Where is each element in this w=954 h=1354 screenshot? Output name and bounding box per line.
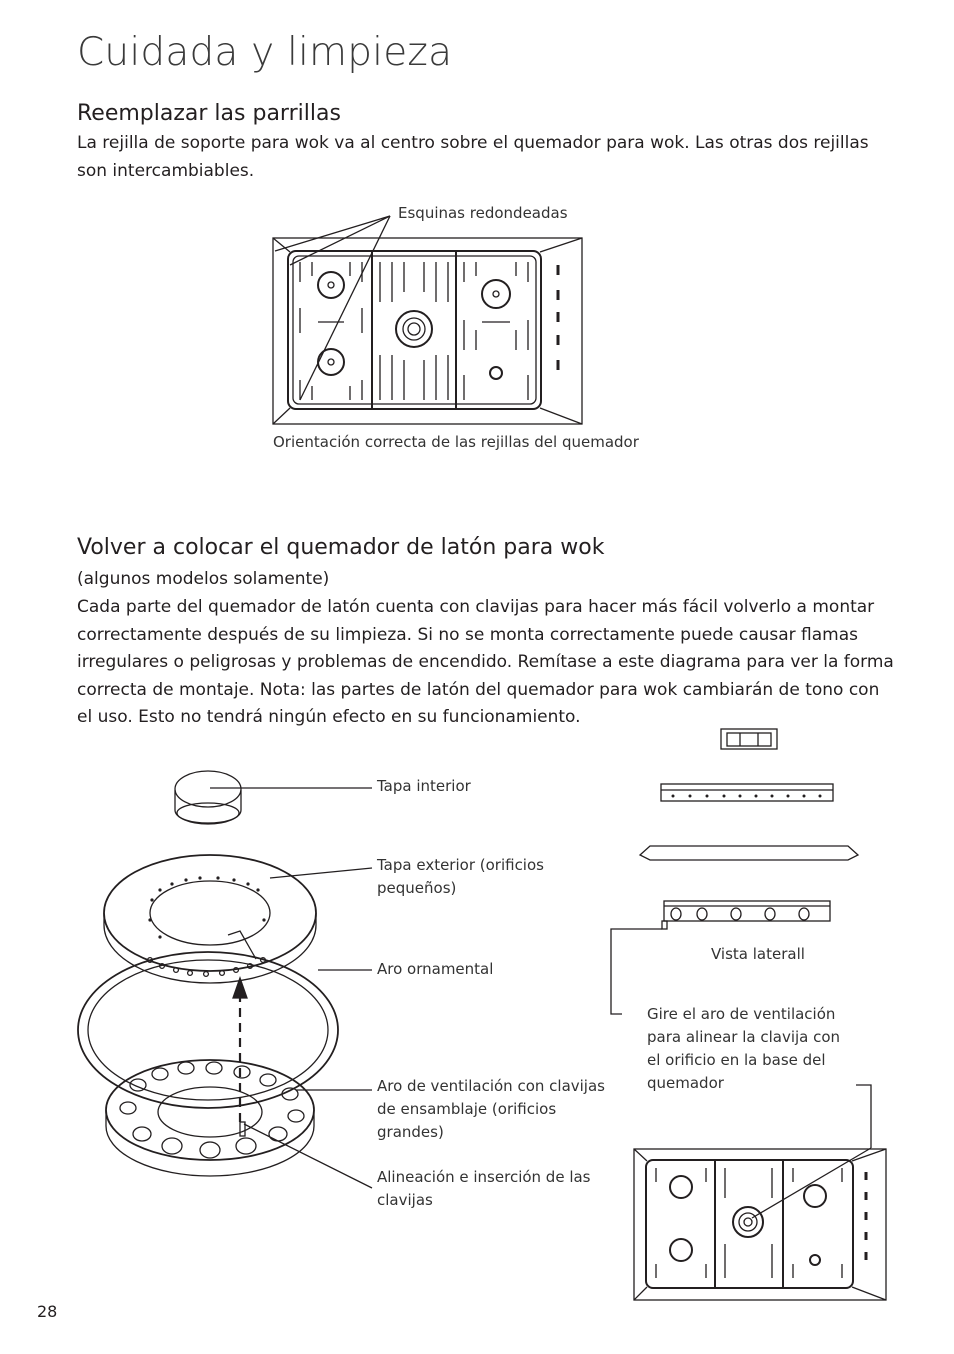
label-rotate-instruction: Gire el aro de ventilación para alinear la clavija con el orificio en la base del quemador <box>647 1005 841 1092</box>
page-title: Cuidada y limpieza <box>77 30 453 75</box>
section-subheading-models: (algunos modelos solamente) <box>77 569 330 589</box>
figure-caption-grates: Orientación correcta de las rejillas del quemador <box>273 433 639 451</box>
section-paragraph-grates: La rejilla de soporte para wok va al centro sobre el quemador para wok. Las otras dos rejillas son intercambiables. <box>77 133 869 181</box>
callout-rounded-corners: Esquinas redondeadas <box>398 204 568 222</box>
section-heading-replace-grates: Reemplazar las parrillas <box>77 101 341 126</box>
label-outer-cap: Tapa exterior (orificios pequeños) <box>377 856 544 897</box>
label-side-view: Vista laterall <box>711 945 805 963</box>
label-pin-alignment: Alineación e inserción de las clavijas <box>377 1168 591 1209</box>
section-paragraph-wok-burner: Cada parte del quemador de latón cuenta con clavijas para hacer más fácil volverlo a montar correctamente después de su limpieza. Si no se monta correctamente puede causar flamas irregulares o peligrosas y problemas de encendido. Remítase a este diagrama para ver la forma correcta de montaje. Nota: las partes de latón del quemador para wok cambiarán de tono con el uso. Esto no tendrá ningún efecto en su funcionamiento. <box>77 597 894 727</box>
label-vent-ring: Aro de ventilación con clavijas de ensamblaje (orificios grandes) <box>377 1077 605 1141</box>
section-heading-wok-burner: Volver a colocar el quemador de latón para wok <box>77 535 605 560</box>
label-inner-cap: Tapa interior <box>377 777 471 795</box>
page-number: 28 <box>37 1302 58 1321</box>
label-ornamental-ring: Aro ornamental <box>377 960 494 978</box>
